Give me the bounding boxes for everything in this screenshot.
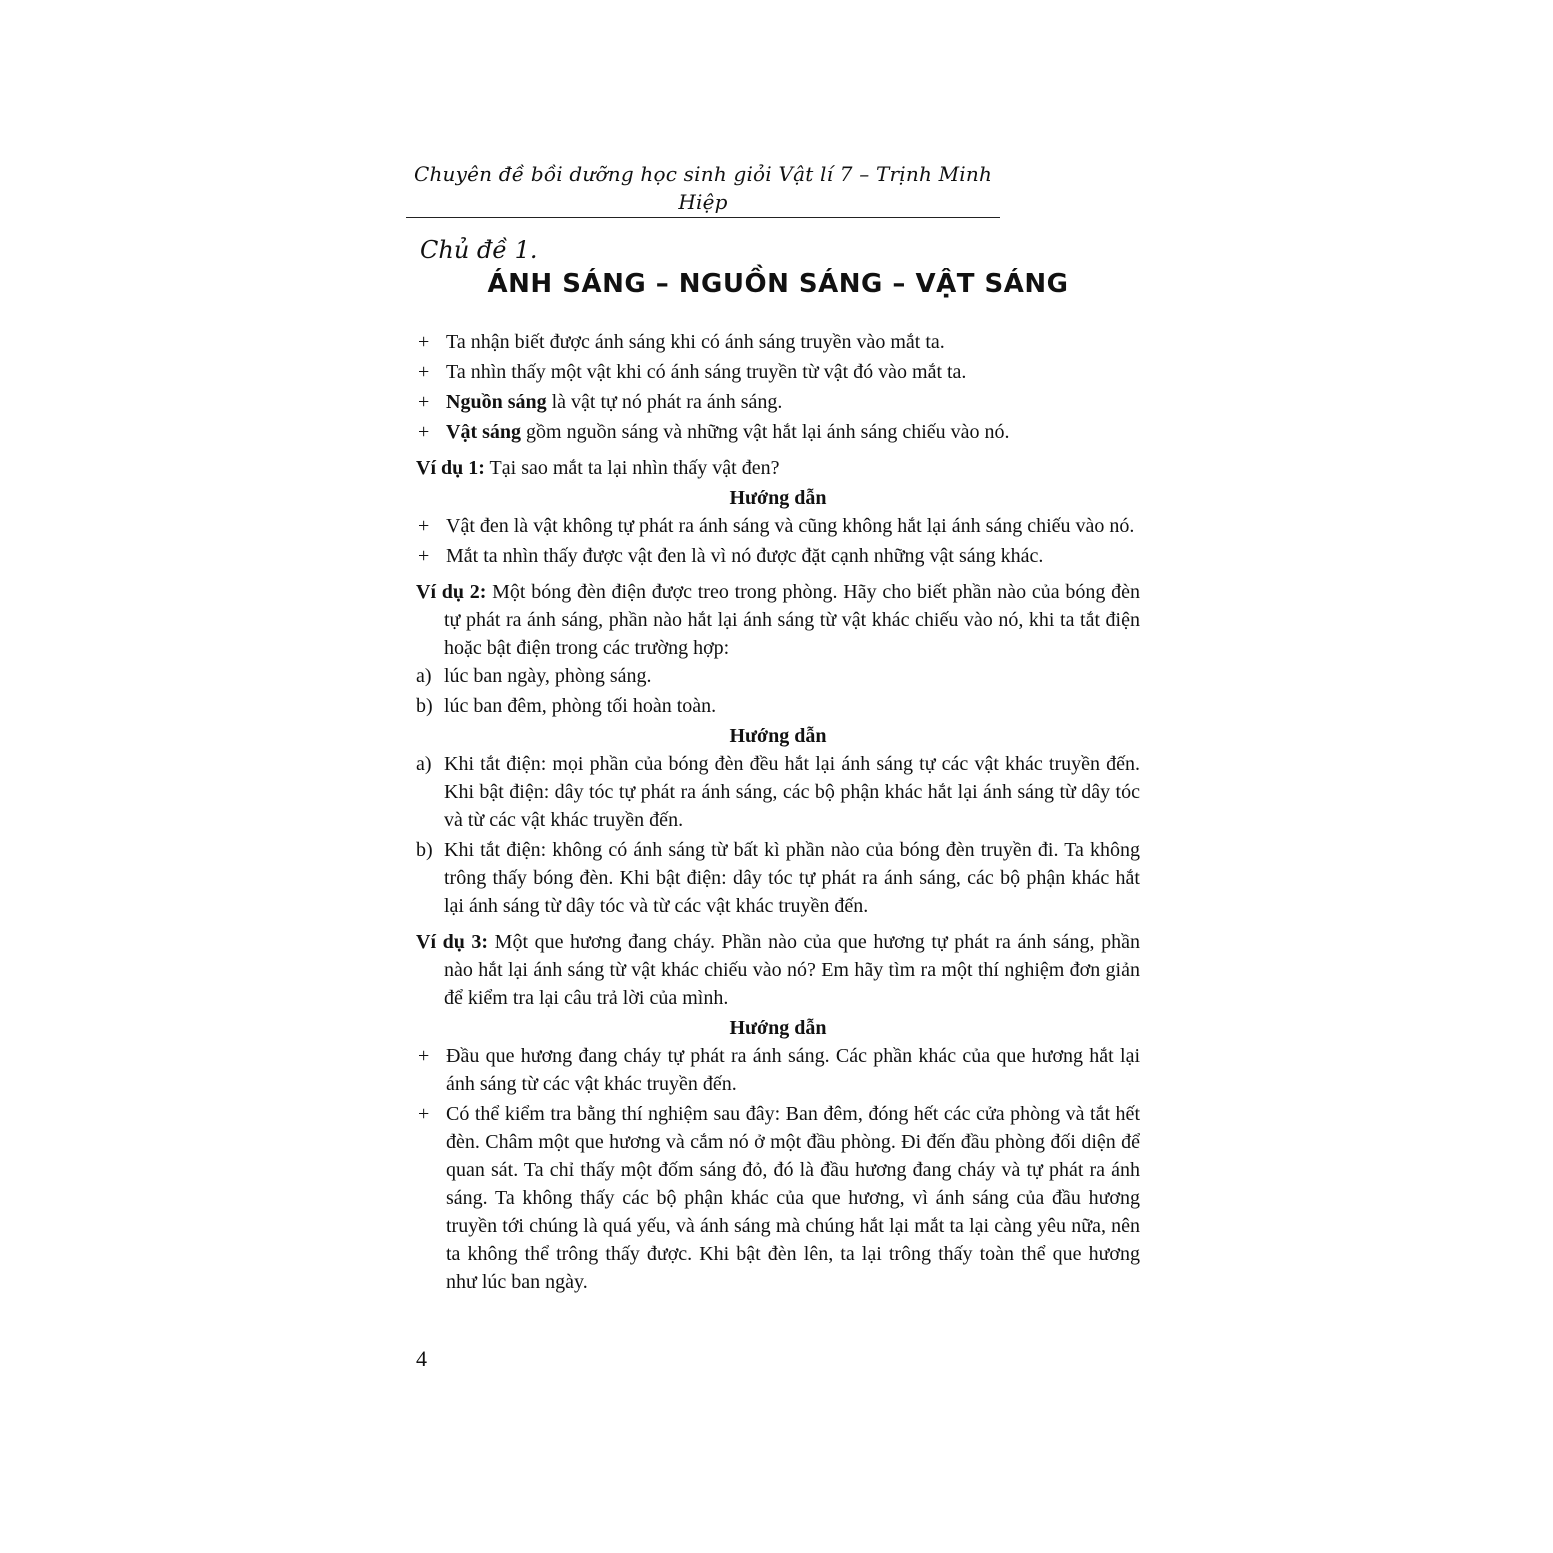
list-item	[416, 836, 1140, 920]
list-item-text: Vật đen là vật không tự phát ra ánh sáng và cũng không hắt lại ánh sáng chiếu vào nó.	[446, 515, 1135, 537]
term-bold: Nguồn sáng	[446, 391, 547, 413]
page-content	[413, 160, 1141, 1298]
example-2	[416, 578, 1140, 662]
list-item	[416, 542, 1140, 570]
topic-label: Chủ đề 1.	[420, 236, 538, 264]
case-marker: a)	[416, 665, 432, 687]
guide-heading: Hướng dẫn	[729, 487, 827, 509]
example-label: Ví dụ 2:	[416, 581, 487, 603]
running-header: Chuyên đề bồi dưỡng học sinh giỏi Vật lí 7 – Trịnh Minh Hiệp	[406, 160, 1000, 218]
list-item	[416, 662, 1140, 690]
intro-list	[416, 328, 1140, 446]
list-item-text: Ta nhận biết được ánh sáng khi có ánh sáng truyền vào mắt ta.	[446, 331, 945, 353]
list-item-text: Khi tắt điện: mọi phần của bóng đèn đều hắt lại ánh sáng tự các vật khác truyền đến. Khi bật điện: dây tóc tự phát ra ánh sáng, các bộ phận khác hắt lại ánh sáng từ dây tóc và từ các vật khác truyền đến.	[444, 753, 1140, 831]
bullet-marker: +	[418, 361, 430, 383]
example-3	[416, 928, 1140, 1012]
bullet-marker: +	[418, 545, 430, 567]
bullet-marker: +	[418, 1103, 430, 1125]
example-label: Ví dụ 3:	[416, 931, 489, 953]
list-item-text: là vật tự nó phát ra ánh sáng.	[546, 391, 783, 413]
example-question: Một bóng đèn điện được treo trong phòng. Hãy cho biết phần nào của bóng đèn tự phát ra ánh sáng, phần nào hắt lại ánh sáng từ vật khác chiếu vào nó, khi ta tắt điện hoặc bật điện trong các trường hợp:	[444, 581, 1141, 659]
bullet-marker: +	[418, 421, 430, 443]
list-item-text: gồm nguồn sáng và những vật hắt lại ánh sáng chiếu vào nó.	[521, 421, 1010, 443]
list-item	[416, 388, 1140, 416]
list-item	[416, 328, 1140, 356]
list-item	[416, 512, 1140, 540]
guide-heading: Hướng dẫn	[729, 1017, 827, 1039]
list-item-text: lúc ban ngày, phòng sáng.	[444, 665, 652, 687]
list-item	[416, 1042, 1140, 1098]
guide-heading: Hướng dẫn	[729, 725, 827, 747]
list-item-text: Mắt ta nhìn thấy được vật đen là vì nó được đặt cạnh những vật sáng khác.	[446, 545, 1044, 567]
term-bold: Vật sáng	[446, 421, 522, 443]
list-item-text: Có thể kiểm tra bằng thí nghiệm sau đây: Ban đêm, đóng hết các cửa phòng và tắt hết đèn. Châm một que hương và cắm nó ở một đầu phòng. Đi đến đầu phòng đối diện để quan sát. Ta chỉ thấy một đốm sáng đỏ, đó là đầu hương đang cháy và tự phát ra ánh sáng. Ta không thấy các bộ phận khác của que hương, vì ánh sáng của đầu hương truyền tới chúng là quá yếu, và ánh sáng mà chúng hắt lại mắt ta lại càng yêu nữa, nên ta không thể trông thấy được. Khi bật đèn lên, ta lại trông thấy toàn thể que hương như lúc ban ngày.	[446, 1103, 1140, 1293]
list-item	[416, 418, 1140, 446]
list-item	[416, 358, 1140, 386]
list-item	[416, 692, 1140, 720]
bullet-marker: +	[418, 391, 430, 413]
list-item-text: lúc ban đêm, phòng tối hoàn toàn.	[444, 695, 717, 717]
list-item-text: Đầu que hương đang cháy tự phát ra ánh sáng. Các phần khác của que hương hắt lại ánh sáng từ các vật khác truyền đến.	[446, 1045, 1140, 1095]
list-item-text: Khi tắt điện: không có ánh sáng từ bất kì phần nào của bóng đèn truyền đi. Ta không trông thấy bóng đèn. Khi bật điện: dây tóc tự phát ra ánh sáng, các bộ phận khác hắt lại ánh sáng từ dây tóc và từ các vật khác truyền đến.	[444, 839, 1140, 917]
bullet-marker: +	[418, 1045, 430, 1067]
bullet-marker: +	[418, 515, 430, 537]
list-item	[416, 750, 1140, 834]
case-marker: a)	[416, 753, 432, 775]
example-label: Ví dụ 1:	[416, 457, 485, 479]
list-item-text: Ta nhìn thấy một vật khi có ánh sáng truyền từ vật đó vào mắt ta.	[446, 361, 967, 383]
example-1	[416, 454, 1140, 482]
list-item	[416, 1100, 1140, 1296]
bullet-marker: +	[418, 331, 430, 353]
page-number: 4	[416, 1346, 427, 1371]
case-marker: b)	[416, 839, 433, 861]
example-question: Tại sao mắt ta lại nhìn thấy vật đen?	[484, 457, 780, 479]
example-question: Một que hương đang cháy. Phần nào của que hương tự phát ra ánh sáng, phần nào hắt lại ánh sáng từ vật khác chiếu vào nó? Em hãy tìm ra một thí nghiệm đơn giản để kiểm tra lại câu trả lời của mình.	[444, 931, 1141, 1009]
page-title: ÁNH SÁNG – NGUỒN SÁNG – VẬT SÁNG	[487, 269, 1069, 299]
case-marker: b)	[416, 695, 433, 717]
